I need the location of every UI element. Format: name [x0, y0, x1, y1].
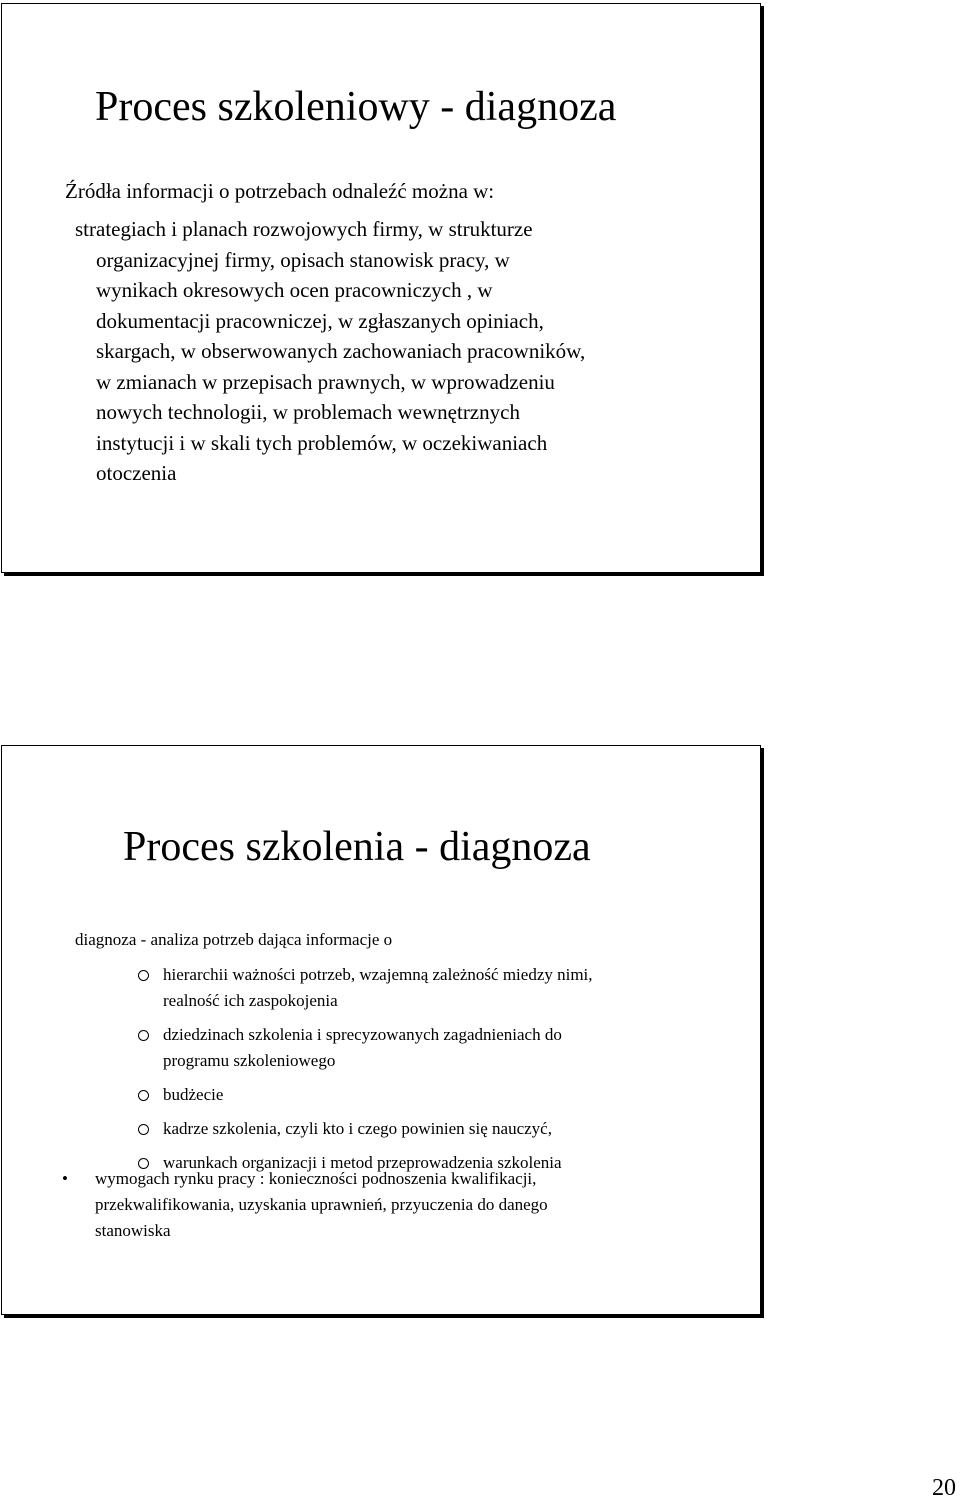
hollow-circle-bullet-icon	[138, 1124, 149, 1135]
list-item	[138, 1116, 738, 1142]
list-item-line: realność ich zaspokojenia	[163, 991, 338, 1010]
list-item-line: budżecie	[163, 1085, 224, 1104]
list-item-line: hierarchii ważności potrzeb, wzajemną zależność miedzy nimi,	[163, 965, 593, 984]
list-item	[138, 1082, 738, 1108]
slide-1-body-line: skargach, w obserwowanych zachowaniach pracowników,	[96, 339, 586, 363]
list-item-line: stanowiska	[95, 1221, 171, 1240]
list-item	[138, 962, 738, 1014]
slide-1-body	[75, 214, 585, 489]
slide-1-body-line: otoczenia	[96, 461, 177, 485]
slide-1-body-line: nowych technologii, w problemach wewnętrznych	[96, 400, 520, 424]
list-item-line: dziedzinach szkolenia i sprecyzowanych zagadnieniach do	[163, 1025, 562, 1044]
hollow-circle-bullet-icon	[138, 1030, 149, 1041]
diagnosis-sublist	[138, 962, 738, 1184]
slide-1-body-line: organizacyjnej firmy, opisach stanowisk pracy, w	[96, 247, 510, 272]
bullet-dot-icon: •	[62, 1169, 68, 1188]
slide-1-body-line: w zmianach w przepisach prawnych, w wprowadzeniu	[96, 369, 555, 394]
list-item-text	[95, 1166, 548, 1244]
slide-1-body-line: strategiach i planach rozwojowych firmy, w strukturze	[75, 217, 533, 241]
list-item-line: wymogach rynku pracy : konieczności podnoszenia kwalifikacji,	[95, 1169, 537, 1188]
slide-2	[1, 745, 761, 1315]
hollow-circle-bullet-icon	[138, 1090, 149, 1101]
slide-1	[1, 3, 761, 573]
slide-1-intro: Źródła informacji o potrzebach odnaleźć można w:	[65, 179, 495, 203]
slide-1-body-line: wynikach okresowych ocen pracowniczych , w	[96, 278, 493, 302]
slide-2-title: Proces szkolenia - diagnoza	[123, 824, 591, 870]
slide-1-body-line: dokumentacji pracowniczej, w zgłaszanych opiniach,	[96, 308, 544, 333]
slide-1-body-line: instytucji i w skali tych problemów, w oczekiwaniach	[96, 430, 548, 455]
slide-1-title: Proces szkoleniowy - diagnoza	[95, 84, 617, 130]
list-item	[138, 1022, 738, 1074]
hollow-circle-bullet-icon	[138, 970, 149, 981]
list-item-line: przekwalifikowania, uzyskania uprawnień, przyuczenia do danego	[95, 1195, 548, 1214]
slide-2-intro: diagnoza - analiza potrzeb dająca informacje o	[75, 930, 393, 949]
page-number: 20	[932, 1475, 956, 1501]
list-item-line: programu szkoleniowego	[163, 1051, 336, 1070]
list-item-line: warunkach organizacji i metod przeprowadzenia szkolenia	[163, 1153, 562, 1172]
list-item-line: kadrze szkolenia, czyli kto i czego powinien się nauczyć,	[163, 1119, 552, 1138]
